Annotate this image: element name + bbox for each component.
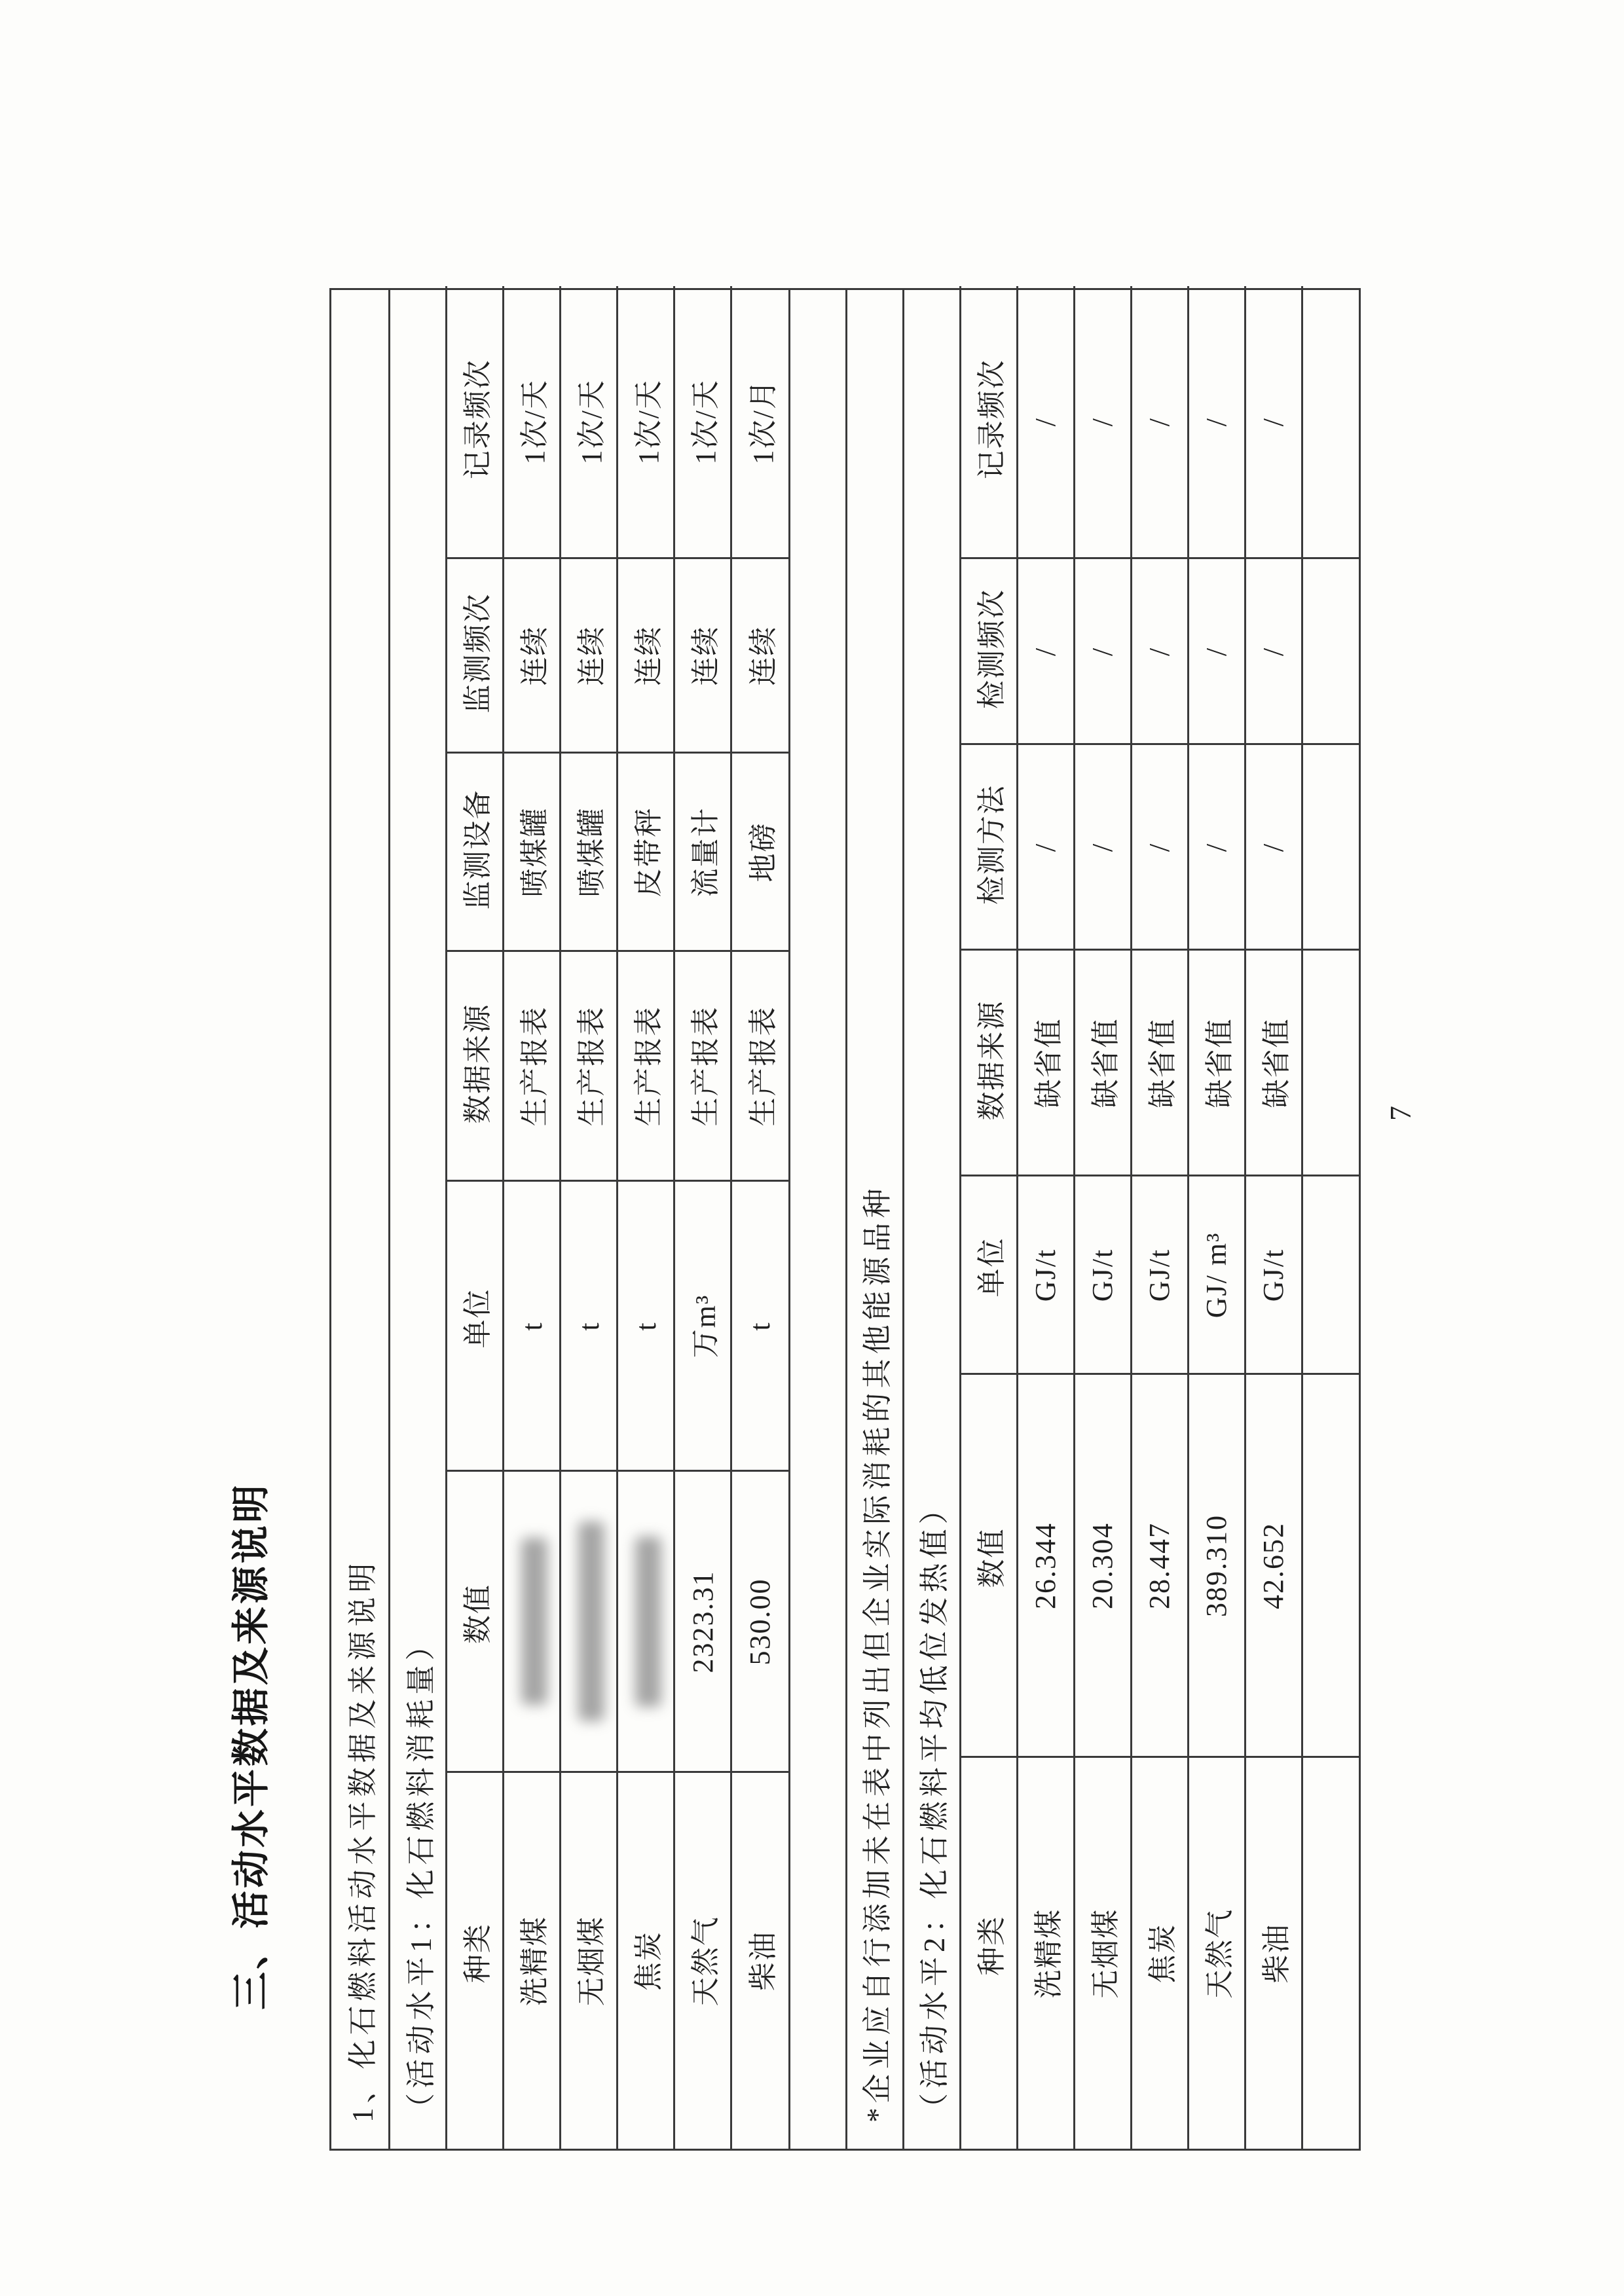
table2-header-record: 记录频次 [960,286,1017,558]
cell-unit: GJ/t [1245,1176,1302,1374]
cell-freq: 连续 [504,558,561,753]
page-title: 三、活动水平数据及来源说明 [230,1482,272,2010]
table2-header-row [960,286,1017,2149]
cell-source: 缺省值 [1188,950,1245,1176]
cell-type: 洗精煤 [504,1772,561,2149]
cell-unit: t [731,1181,788,1471]
table2-row-wuyanmei [1074,286,1131,2149]
cell-record: 1次/月 [731,286,788,558]
cell-value: 530.00 [731,1471,788,1772]
cell-freq: 连续 [618,558,674,753]
table1-header-source: 数据来源 [447,951,504,1181]
redacted-value-bar [635,1537,661,1707]
table2-header-unit: 单位 [960,1176,1017,1374]
cell-freq: / [1074,558,1131,744]
cell-record: 1次/天 [504,286,561,558]
cell-method: / [1074,744,1131,950]
cell-type: 焦炭 [618,1772,674,2149]
table1-row-wuyanmei [561,286,618,2149]
cell-record: 1次/天 [674,286,731,558]
cell-value: 389.310 [1188,1374,1245,1757]
section1-title-row: 1、化石燃料活动水平数据及来源说明 [346,1558,379,2123]
table1-row-chaiyou [731,286,788,2149]
page-number: 7 [1384,1106,1417,1121]
cell-source: 生产报表 [674,951,731,1181]
table2-heating-value [959,286,1359,2149]
cell-value: 42.652 [1245,1374,1302,1757]
cell-source: 缺省值 [1245,950,1302,1176]
cell-device: 地磅 [731,753,788,951]
cell-value: 26.344 [1017,1374,1074,1757]
cell-source: 缺省值 [1017,950,1074,1176]
table1-header-freq: 监测频次 [447,558,504,753]
note-row: *企业应自行添加未在表中列出但企业实际消耗的其他能源品种 [845,290,902,2149]
cell-record: / [1017,286,1074,558]
cell-value: 28.447 [1131,1374,1188,1757]
cell-value-redacted [504,1471,561,1772]
cell-method: / [1131,744,1188,950]
cell-unit: t [618,1181,674,1471]
cell-device: 皮带秤 [618,753,674,951]
table1-header-value: 数值 [447,1471,504,1772]
table2-row-tianranqi [1188,286,1245,2149]
empty-spacer-row [788,290,845,2149]
cell-type: 无烟煤 [1074,1757,1131,2149]
cell-source: 生产报表 [731,951,788,1181]
cell-freq: 连续 [561,558,618,753]
cell-record: / [1131,286,1188,558]
cell-unit: GJ/ m³ [1188,1176,1245,1374]
cell-source: 缺省值 [1074,950,1131,1176]
cell-type: 天然气 [674,1772,731,2149]
cell-device: 喷煤罐 [504,753,561,951]
table2-row-jiaotan [1131,286,1188,2149]
table1-header-type: 种类 [447,1772,504,2149]
main-table [329,288,1361,2151]
activity-level2-subtitle-row: （活动水平2：化石燃料平均低位发热值） [902,290,959,2149]
table2-row-chaiyou [1245,286,1302,2149]
cell-source: 生产报表 [504,951,561,1181]
table2-header-freq: 检测频次 [960,558,1017,744]
cell-value-redacted [561,1471,618,1772]
cell-type: 天然气 [1188,1757,1245,2149]
cell-method: / [1017,744,1074,950]
activity-level1-subtitle-row: （活动水平1：化石燃料消耗量） [388,290,445,2149]
table2-row-empty [1302,286,1359,2149]
table1-header-unit: 单位 [447,1181,504,1471]
cell-freq: 连续 [731,558,788,753]
cell-unit: t [504,1181,561,1471]
table1-row-jiaotan [618,286,674,2149]
table2-header-source: 数据来源 [960,950,1017,1176]
cell-value-redacted [618,1471,674,1772]
cell-value: 2323.31 [674,1471,731,1772]
cell-freq [1302,558,1359,744]
redacted-value-bar [578,1522,604,1722]
cell-unit [1302,1176,1359,1374]
table1-row-tianranqi [674,286,731,2149]
cell-source: 生产报表 [561,951,618,1181]
table1-header-row [447,286,504,2149]
cell-type: 洗精煤 [1017,1757,1074,2149]
table2-header-type: 种类 [960,1757,1017,2149]
cell-source: 缺省值 [1131,950,1188,1176]
cell-unit: t [561,1181,618,1471]
redacted-value-bar [521,1539,547,1705]
cell-record: / [1188,286,1245,558]
cell-record: / [1245,286,1302,558]
cell-unit: 万m³ [674,1181,731,1471]
cell-freq: / [1017,558,1074,744]
cell-device: 流量计 [674,753,731,951]
table2-header-value: 数值 [960,1374,1017,1757]
cell-record [1302,286,1359,558]
table2-header-method: 检测方法 [960,744,1017,950]
cell-unit: GJ/t [1131,1176,1188,1374]
cell-source [1302,950,1359,1176]
cell-method [1302,744,1359,950]
cell-freq: / [1131,558,1188,744]
cell-freq: / [1188,558,1245,744]
cell-type: 无烟煤 [561,1772,618,2149]
cell-method: / [1188,744,1245,950]
cell-device: 喷煤罐 [561,753,618,951]
cell-freq: / [1245,558,1302,744]
cell-type: 柴油 [731,1772,788,2149]
table1-header-record: 记录频次 [447,286,504,558]
table2-row-xijingmei [1017,286,1074,2149]
cell-type [1302,1757,1359,2149]
cell-value: 20.304 [1074,1374,1131,1757]
cell-source: 生产报表 [618,951,674,1181]
table1-fuel-consumption [445,286,788,2149]
cell-value [1302,1374,1359,1757]
cell-type: 焦炭 [1131,1757,1188,2149]
cell-record: 1次/天 [561,286,618,558]
cell-freq: 连续 [674,558,731,753]
cell-type: 柴油 [1245,1757,1302,2149]
table1-header-device: 监测设备 [447,753,504,951]
cell-method: / [1245,744,1302,950]
cell-record: / [1074,286,1131,558]
cell-record: 1次/天 [618,286,674,558]
table1-row-xijingmei [504,286,561,2149]
cell-unit: GJ/t [1074,1176,1131,1374]
cell-unit: GJ/t [1017,1176,1074,1374]
